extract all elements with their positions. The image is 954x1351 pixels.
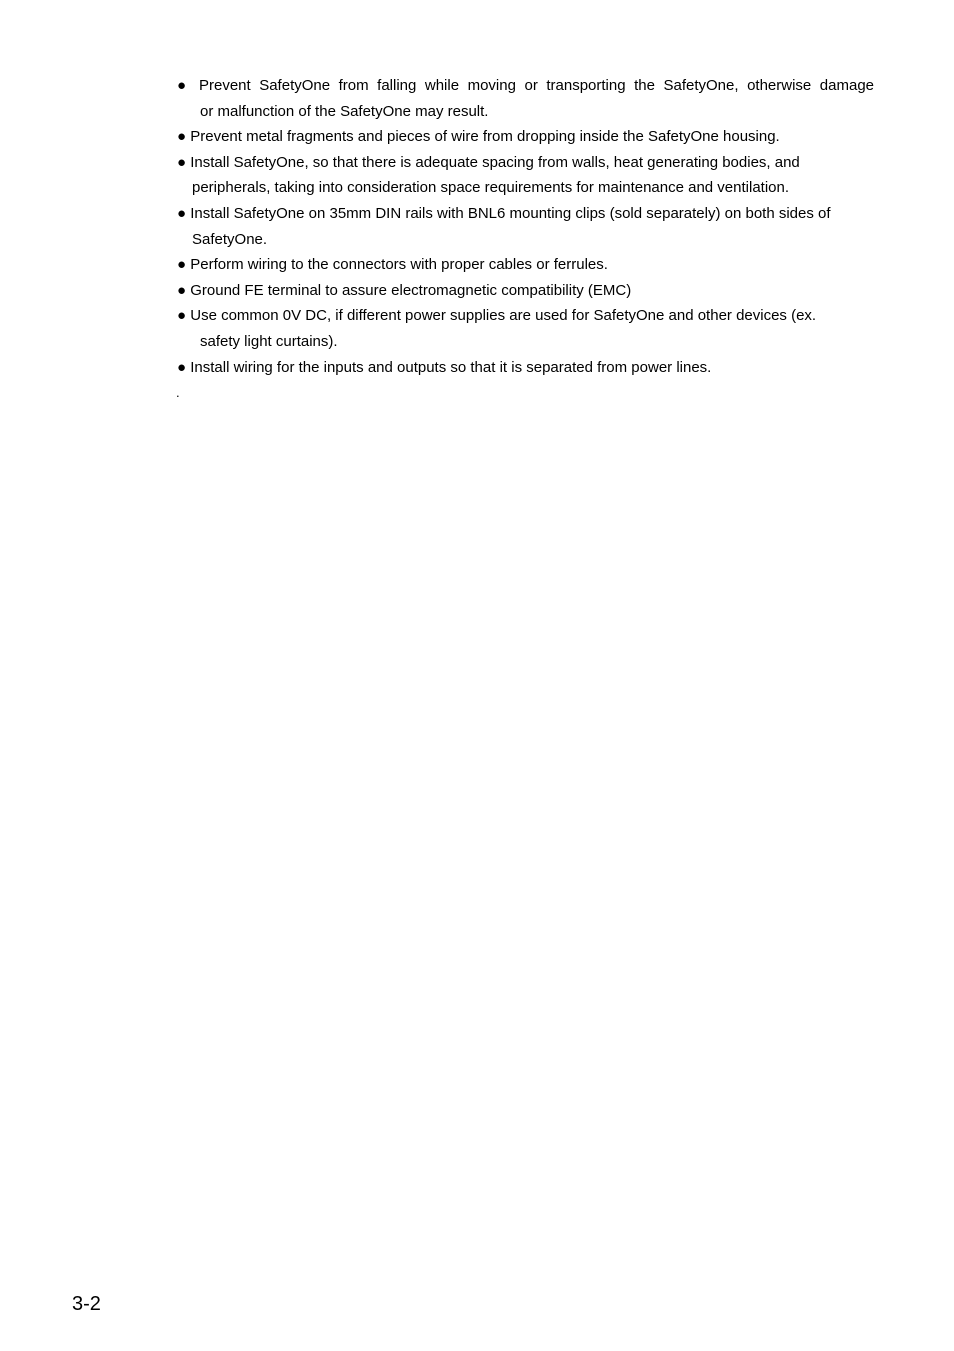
list-item-continuation: peripherals, taking into consideration space requirements for maintenance and ventilation.	[192, 179, 790, 197]
list-item-line	[177, 278, 874, 304]
list-item-text: Prevent metal fragments and pieces of wire from dropping inside the SafetyOne housing.	[190, 128, 780, 146]
list-item-text: Install SafetyOne, so that there is adequate spacing from walls, heat generating bodies, and	[190, 153, 800, 171]
list-item-text: Use common 0V DC, if different power supplies are used for SafetyOne and other devices (ex.	[190, 307, 817, 325]
list-item	[177, 252, 874, 278]
bullet-marker: ●	[177, 128, 187, 146]
installation-precautions-list	[177, 73, 874, 380]
bullet-marker: ●	[177, 153, 187, 171]
list-item	[177, 278, 874, 304]
list-item-continuation: SafetyOne.	[192, 230, 268, 248]
list-item	[177, 124, 874, 150]
bullet-marker: ●	[177, 358, 187, 376]
list-item-continuation: safety light curtains).	[200, 332, 338, 350]
list-item-text: Install wiring for the inputs and outputs so that it is separated from power lines.	[190, 358, 712, 376]
list-item	[177, 303, 874, 354]
page-number: 3-2	[72, 1293, 101, 1315]
bullet-marker: ●	[177, 256, 187, 274]
list-item-text: Ground FE terminal to assure electromagnetic compatibility (EMC)	[190, 281, 632, 299]
list-item-text: Install SafetyOne on 35mm DIN rails with BNL6 mounting clips (sold separately) on both sides of	[190, 204, 831, 222]
bullet-marker: ●	[177, 77, 191, 94]
list-item-text: Prevent SafetyOne from falling while moving or transporting the SafetyOne, otherwise damage	[198, 77, 875, 94]
list-item-line	[177, 73, 874, 99]
list-item	[177, 150, 874, 201]
list-item	[177, 201, 874, 252]
list-item-line	[177, 252, 874, 278]
list-item-continuation: or malfunction of the SafetyOne may result.	[200, 102, 489, 120]
bullet-marker: ●	[177, 281, 187, 299]
list-item-line	[177, 355, 874, 381]
list-item-line	[177, 303, 874, 329]
list-item-line	[177, 201, 874, 227]
list-item-line	[177, 150, 874, 176]
list-item	[177, 73, 874, 124]
bullet-marker: ●	[177, 204, 187, 222]
bullet-marker: ●	[177, 307, 187, 325]
trailing-dot: .	[176, 385, 180, 400]
list-item	[177, 355, 874, 381]
list-item-text: Perform wiring to the connectors with proper cables or ferrules.	[190, 256, 608, 274]
list-item-line	[177, 124, 874, 150]
